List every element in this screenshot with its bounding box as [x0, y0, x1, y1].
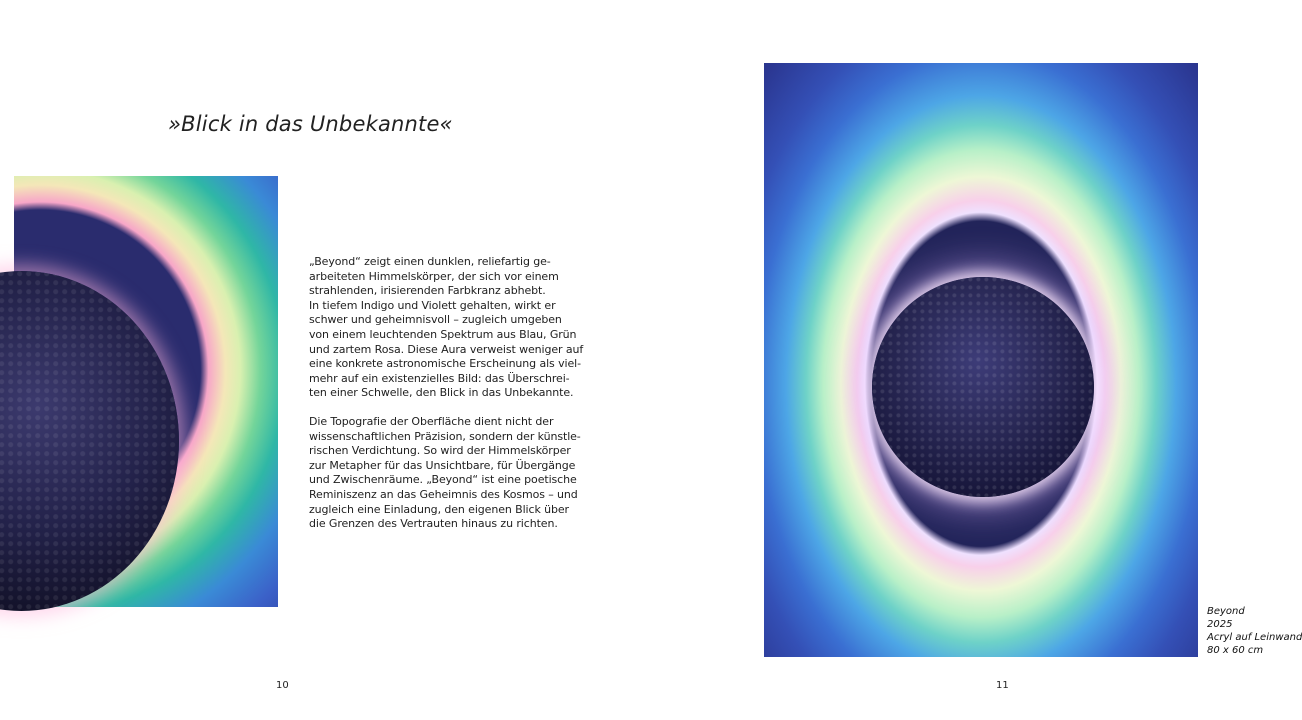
text-line: Die Topografie der Oberfläche dient nicht der: [309, 414, 554, 428]
text-line: „Beyond“ zeigt einen dunklen, reliefartig ge-: [309, 255, 551, 268]
text-line: und Zwischenräume. „Beyond“ ist eine poetische: [309, 473, 577, 487]
text-line: arbeiteten Himmelskörper, der sich vor einem: [309, 269, 559, 283]
text-line: schwer und geheimnisvoll – zugleich umgeben: [309, 313, 562, 327]
caption-year: 2025: [1207, 619, 1233, 630]
text-line: eine konkrete astronomische Erscheinung als viel-: [309, 357, 581, 371]
text-line: zugleich eine Einladung, den eigenen Blick über: [309, 502, 569, 516]
text-line: zur Metapher für das Unsichtbare, für Übergänge: [309, 458, 576, 472]
artwork-caption: [1207, 605, 1302, 657]
text-line: wissenschaftlichen Präzision, sondern der künstle-: [309, 429, 581, 443]
page-number-right: 11: [996, 680, 1009, 691]
caption-medium: Acryl auf Leinwand: [1207, 632, 1302, 643]
painting-image: [764, 63, 1198, 657]
painting-texture: [872, 277, 1094, 497]
text-line: und zartem Rosa. Diese Aura verweist weniger auf: [309, 342, 584, 356]
page-title: »Blick in das Unbekannte«: [168, 112, 453, 136]
body-text: [309, 255, 584, 546]
text-line: Reminiszenz an das Geheimnis des Kosmos – und: [309, 487, 578, 501]
text-line: strahlenden, irisierenden Farbkranz abhebt.: [309, 284, 546, 298]
text-line: die Grenzen des Vertrauten hinaus zu richten.: [309, 517, 558, 531]
paragraph-1: [309, 255, 584, 401]
text-line: In tiefem Indigo und Violett gehalten, wirkt er: [309, 298, 556, 312]
caption-title: Beyond: [1207, 606, 1245, 617]
text-line: von einem leuchtenden Spektrum aus Blau, Grün: [309, 327, 577, 341]
text-line: rischen Verdichtung. So wird der Himmelskörper: [309, 444, 571, 458]
page-number-left: 10: [276, 680, 289, 691]
text-line: ten einer Schwelle, den Blick in das Unbekannte.: [309, 386, 574, 400]
paragraph-2: [309, 415, 584, 532]
painting-detail-image: [14, 176, 278, 607]
caption-size: 80 x 60 cm: [1207, 645, 1264, 656]
text-line: mehr auf ein existenzielles Bild: das Überschrei-: [309, 371, 570, 385]
